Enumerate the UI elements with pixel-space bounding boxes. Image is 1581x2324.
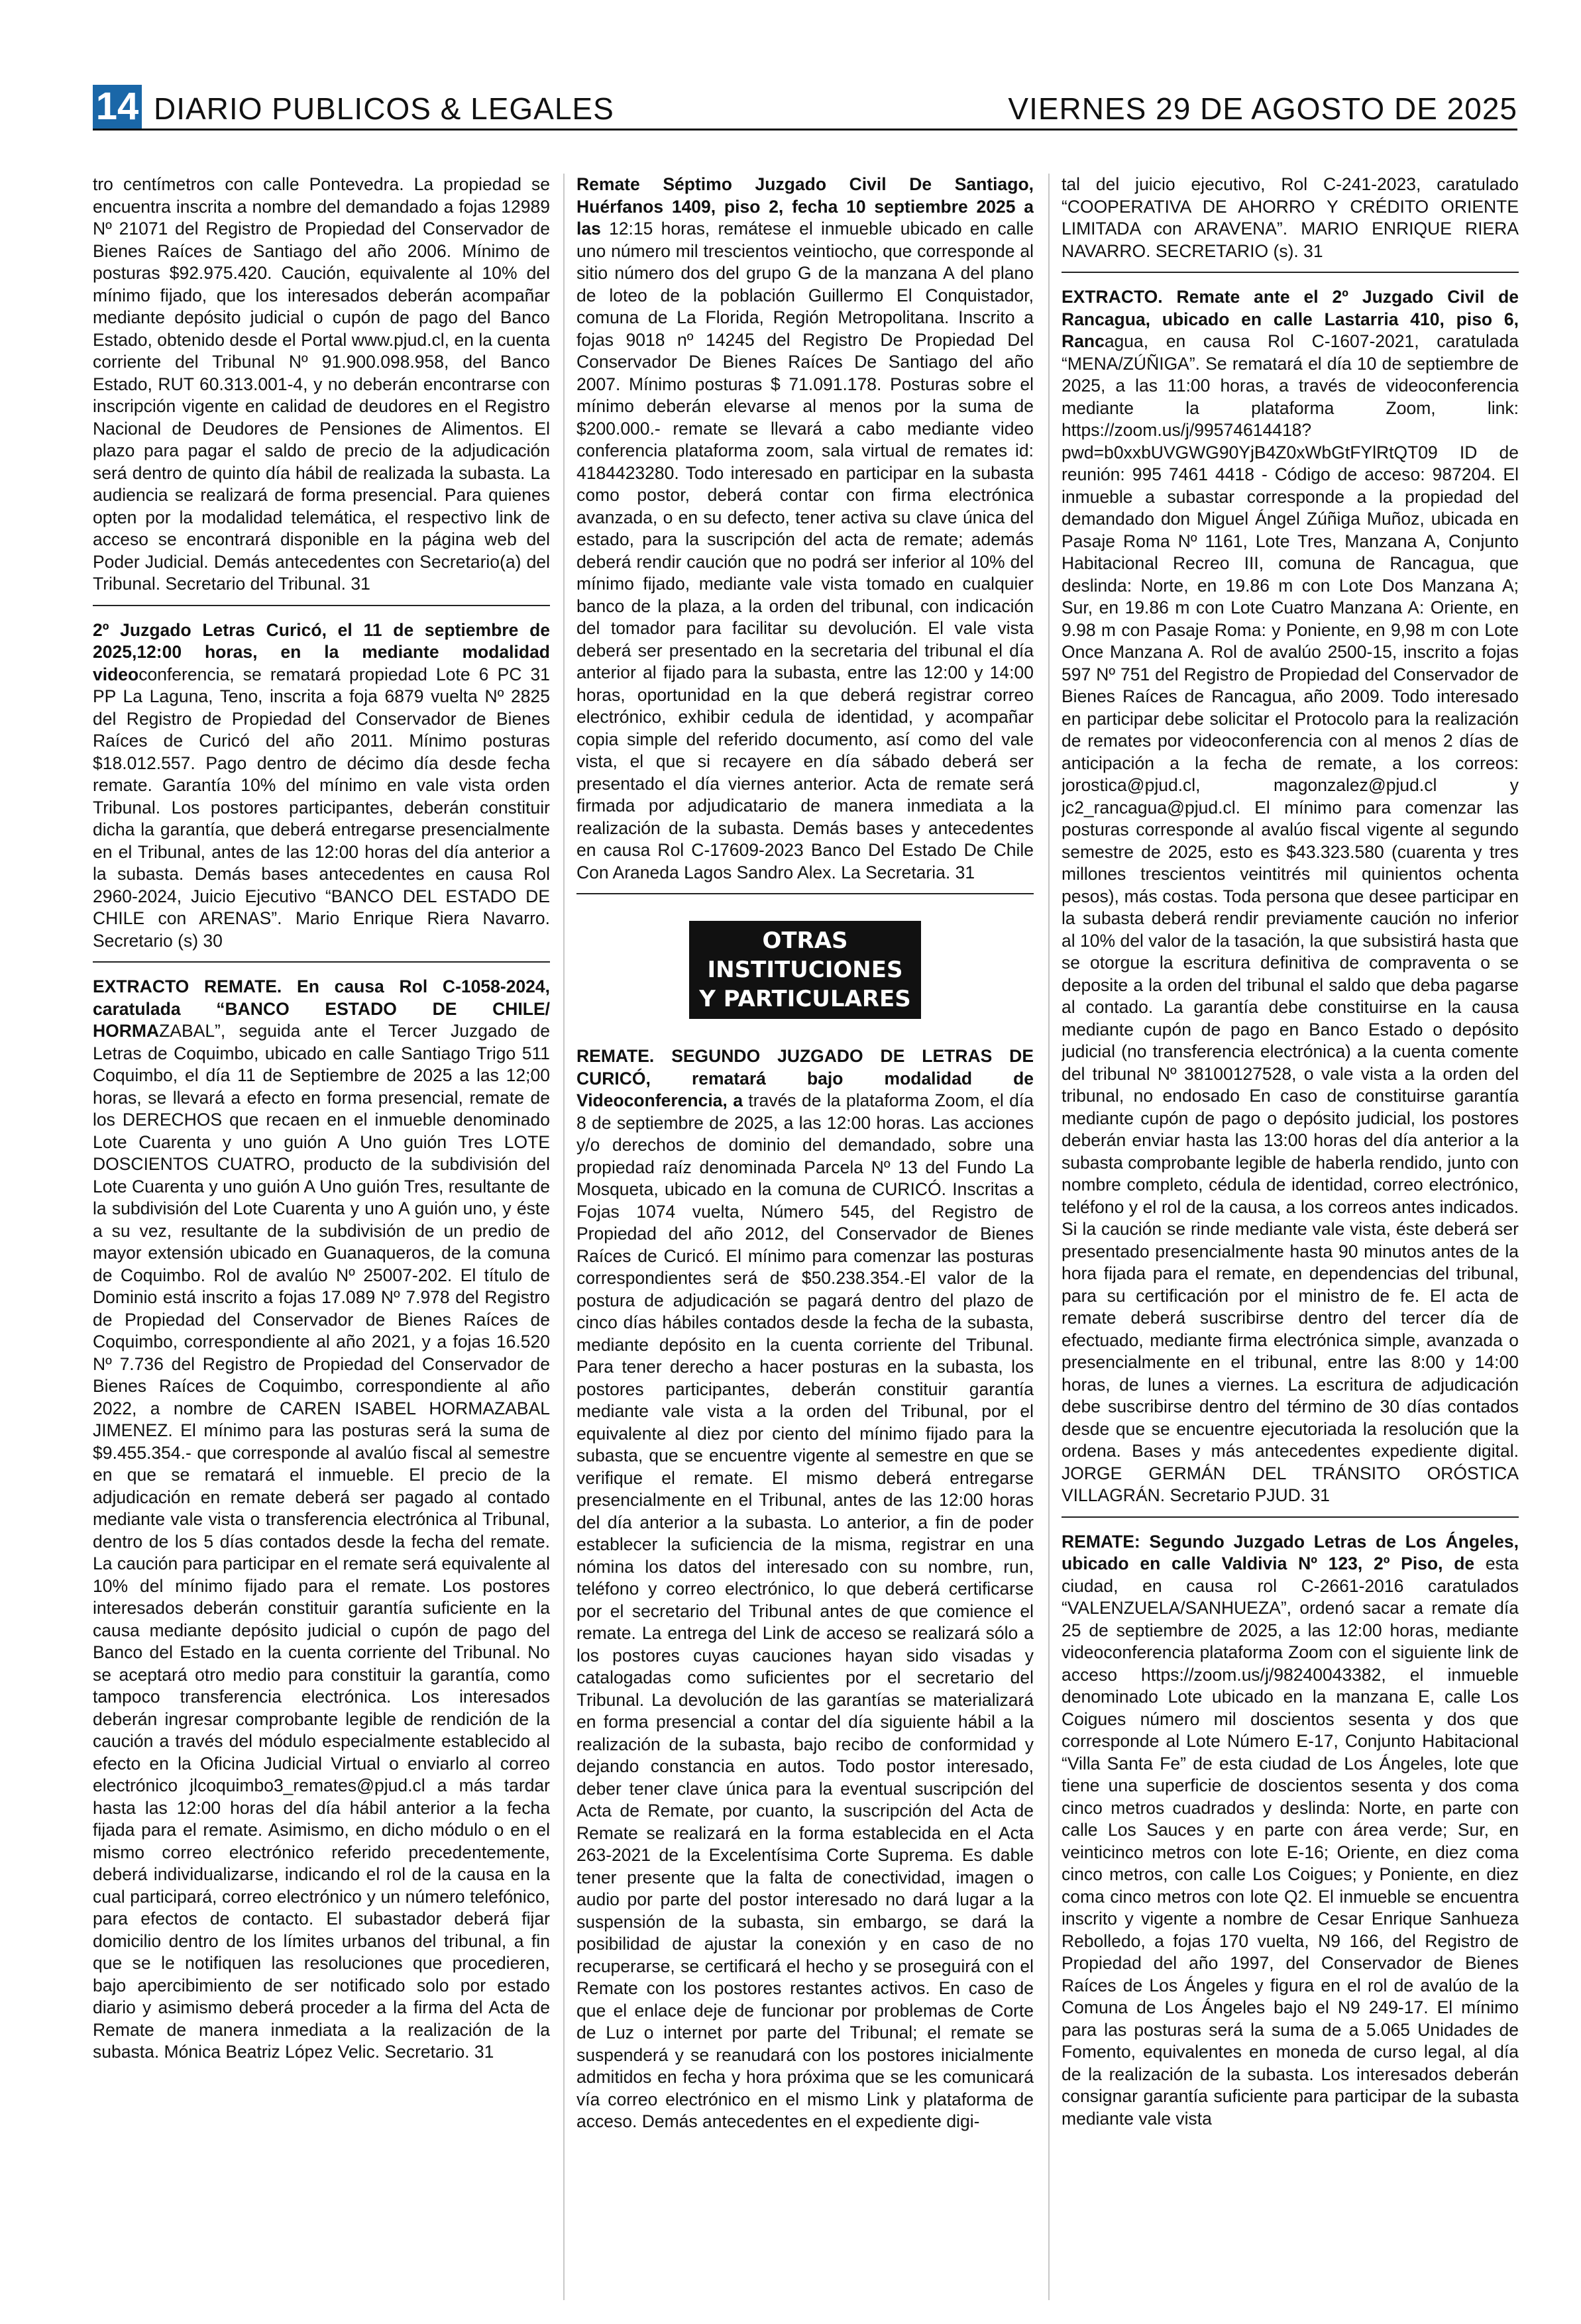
notice-text: esta ciudad, en causa rol C-2661-2016 caratulados “VALENZUELA/SANHUEZA”, ordenó sacar a remate día 25 de septiembre de 2025, a las 12:00 horas, mediante videoconferencia plataforma Zoom con el siguiente link de acceso https://zoom.us/j/98240043382, el inmueble denominado Lote ubicado en la manzana E, calle Los Coigues número mil doscientos sesenta y dos que corresponde al Lote Número E-17, Conjunto Habitacional “Villa Santa Fe” de esta ciudad de Los Ángeles, lote que tiene una superficie de doscientos sesenta y dos coma cinco metros cuadrados y deslinda: Norte, en parte con calle Los Sauces y en parte con área verde; Sur, en veinticinco metros con lote E-16; Oriente, en diez coma cinco metros, con calle Los Coigues; y Poniente, en diez coma cinco metros con lote Q2. El inmueble se encuentra inscrito y vigente a nombre de Cesar Enrique Sanhueza Rebolledo, a fojas 170 vuelta, N9 166, del Registro de Propiedad del año 1997, del Conservador de Bienes Raíces de Los Ángeles y figura en el rol de avalúo de la Comuna de Los Ángeles bajo el N9 249-17. El mínimo para las posturas será la suma de a 5.065 Unidades de Fomento, equivalentes en moneda de curso legal, al día de la realización de la subasta. Los interesados deberán consignar garantía suficiente para participar de la subasta mediante vale vista (1062, 1554, 1519, 2129)
column-1 (93, 174, 550, 2300)
column-2 (576, 174, 1034, 2300)
notice-body (93, 619, 550, 953)
notice-text: 12:15 horas, remátese el inmueble ubicado en calle uno número mil trescientos veintiocho, que corresponde al sitio número dos del grupo G de la manzana A del plano de loteo de la población Guillermo El Conquistador, comuna de La Florida, Región Metropolitana. Inscrito a fojas 9018 nº 14245 del Registro De Propiedad Del Conservador De Bienes Raíces De Santiago del año 2007. Mínimo posturas $ 71.091.178. Posturas sobre el mínimo deberán elevarse al menos por la suma de $200.000.- remate se llevará a cabo mediante video conferencia plataforma zoom, sala virtual de remates id: 4184423280. Todo interesado en participar en la subasta como postor, deberá contar con firma electrónica avanzada, o en su defecto, tener activa su clave única del estado, para la suscripción del acta de remate; además deberá rendir caución que no podrá ser inferior al 10% del mínimo fijado, mediante vale vista tomado en cualquier banco de la plaza, a la orden del tribunal, con indicación del tomador para facilitar su devolución. El vale vista deberá ser presentado en la secretaria del tribunal el día anterior al fijado para la subasta, entre las 12:00 y 14:00 horas, oportunidad en la que deberá registrar correo electrónico, exhibir cedula de identidad, y acompañar copia simple del referido documento, así como del vale vista, el que si recayere en día sábado deberá ser presentado el día viernes anterior. Acta de remate será firmada por adjudicatario de manera inmediata a la realización de la subasta. Demás bases y antecedentes en causa Rol C-17609-2023 Banco Del Estado De Chile Con Araneda Lagos Sandro Alex. La Secretaria. 31 (576, 219, 1034, 882)
notice-heading: REMATE: Segundo Juzgado Letras de Los Ángeles, ubicado en calle Valdivia Nº 123, 2º Piso, de (1062, 1531, 1519, 1573)
newspaper-name: DIARIO PUBLICOS & LEGALES (154, 91, 614, 126)
notice-body (576, 1045, 1034, 2133)
notice-heading: REMATE. SEGUNDO JUZGADO DE LETRAS DE CURICÓ, rematará bajo modalidad de Videoconferencia, a (576, 1046, 1034, 1110)
notice-body (1062, 286, 1519, 1507)
legal-notice (93, 174, 550, 606)
legal-notice (93, 619, 550, 963)
page-number: 14 (93, 85, 142, 129)
notice-heading: EXTRACTO REMATE. En causa Rol C-1058-2024, caratulada “BANCO ESTADO DE CHILE/ HORMA (93, 977, 550, 1041)
page-header (93, 81, 1517, 131)
notice-text: través de la plataforma Zoom, el día 8 de septiembre de 2025, a las 12:00 horas. Las acciones y/o derechos de dominio del demandado, sobre una propiedad raíz denominada Parcela Nº 13 del Fundo La Mosqueta, ubicado en la comuna de CURICÓ. Inscritas a Fojas 1074 vuelta, Número 545, del Registro de Propiedad del año 2012, del Conservador de Bienes Raíces de Curicó. El mínimo para comenzar las posturas correspondientes será de $50.238.354.-El valor de la postura de adjudicación se pagará dentro del plazo de cinco días hábiles contados desde la fecha de la subasta, mediante depósito en la cuenta corriente del Tribunal. Para tener derecho a hacer posturas en la subasta, los postores participantes, deberán constituir garantía mediante vale vista a la orden del Tribunal, por el equivalente al diez por ciento del mínimo fijado para la subasta, que se encuentre vigente al semestre en que se verifique el remate. El mismo deberá entregarse presencialmente en el Tribunal, antes de las 12:00 horas del día anterior a la subasta. Lo anterior, a fin de poder establecer la suficiencia de la misma, registrar en una nómina los datos del interesado con su nombre, run, teléfono y correo electrónico, lo que deberá certificarse por el secretario del Tribunal antes de que comience el remate. La entrega del Link de acceso se realizará sólo a los postores cuyas cauciones hayan sido visadas y catalogadas como suficientes por el secretario del Tribunal. La devolución de las garantías se materializará en forma presencial a contar del día siguiente hábil a la realización de la subasta, bajo recibo de conformidad y dejando constancia en autos. Todo postor interesado, deber tener clave única para la eventual suscripción del Acta de Remate, por cuanto, la suscripción del Acta de Remate se realizará en la forma establecida en el Acta 263-2021 de la Excelentísima Corte Suprema. Es dable tener presente que la falta de conectividad, imagen o audio por parte del postor interesado no dará lugar a la suspensión de la subasta, sin embargo, se dará la posibilidad de ajustar la conexión y en caso de no recuperarse, se certificará el hecho y se proseguirá con el Remate con los postores restantes activos. En caso de que el enlace deje de funcionar por problemas de Corte de Luz o internet por parte del Tribunal; el remate se suspenderá y se reanudará con los postores inicialmente admitidos en fecha y hora próxima que se les comunicará vía correo electrónico en el mismo Link y plataforma de acceso. Demás antecedentes en el expediente digi- (576, 1090, 1034, 2131)
notice-heading: 2º Juzgado Letras Curicó, el 11 de septiembre de 2025,12:00 horas, en la mediante modalidad video (93, 619, 550, 684)
section-banner (689, 921, 921, 1019)
legal-notice (576, 1045, 1034, 2142)
notice-heading: Remate Séptimo Juzgado Civil De Santiago, Huérfanos 1409, piso 2, fecha 10 septiembre 2025 a las (576, 174, 1034, 238)
notice-text: tro centímetros con calle Pontevedra. La propiedad se encuentra inscrita a nombre del demandado a fojas 12989 Nº 21071 del Registro de Propiedad del Conservador de Bienes Raíces de Santiago del año 2006. Mínimo de posturas $92.975.420. Caución, equivalente al 10% del mínimo fijado, que los interesados deberán acompañar mediante depósito judicial o cupón de pago del Banco Estado, obtenido desde el Portal www.pjud.cl, en la cuenta corriente del Tribunal Nº 91.900.098.958, del Banco Estado, RUT 60.313.001-4, y no deberán encontrarse con inscripción vigente en calidad de deudores en el Registro Nacional de Deudores de Pensiones de Alimentos. El plazo para pagar el saldo de precio de la adjudicación será dentro de quinto día hábil de realizada la subasta. La audiencia se realizará de forma presencial. Para quienes opten por la modalidad telemática, el respectivo link de acceso se encontrará disponible en la página web del Poder Judicial. Demás antecedentes con Secretario(a) del Tribunal. Secretario del Tribunal. 31 (93, 174, 550, 594)
notice-text: agua, en causa Rol C-1607-2021, caratulada “MENA/ZÚÑIGA”. Se rematará el día 10 de septiembre de 2025, a las 11:00 horas, a través de videoconferencia mediante la plataforma Zoom, link: https://zoom.us/j/99574614418?pwd=b0xxbUVGWG90YjB4Z0xWbGtFYlRtQT09 ID de reunión: 995 7461 4418 - Código de acceso: 987204. El inmueble a subastar corresponde a la propiedad del demandado don Miguel Ángel Zúñiga Muñoz, ubicada en Pasaje Roma Nº 1161, Lote Tres, Manzana A, Conjunto Habitacional Recreo III, comuna de Rancagua, que deslinda: Norte, en 19.86 m con Lote Dos Manzana A; Sur, en 19.86 m con Lote Cuatro Manzana A: Oriente, en 9.98 m con Pasaje Roma: y Poniente, en 9,98 m con Lote Once Manzana A. Rol de avalúo 2500-15, inscrito a fojas 597 Nº 751 del Registro de Propiedad del Conservador de Bienes Raíces de Rancagua, año 2009. Todo interesado en participar debe solicitar el Protocolo para la realización de remates por videoconferencia con al menos 2 días de anticipación a la fecha de remate, a los correos: jorostica@pjud.cl, magonzalez@pjud.cl y jc2_rancagua@pjud.cl. El mínimo para comenzar las posturas corresponde al avalúo fiscal vigente al segundo semestre de 2025, esto es $43.323.580 (cuarenta y tres millones trescientos veintitrés mil quinientos ochenta pesos), más costas. Toda persona que desee participar en la subasta deberá rendir previamente caución no inferior al 10% del valor de la tasación, la que subsistirá hasta que se otorgue la escritura definitiva de compraventa o se deposite a la orden del tribunal el saldo que deba pagarse al contado. La garantía debe constituirse en la causa mediante cupón de pago en Banco Estado o depósito judicial (no transferencia electrónica) a la cuenta comente del tribunal Nº 38100127528, o vale vista a la orden del tribunal, no endosado En caso de constituirse garantía mediante cupón de pago o depósito judicial, los postores deberán enviar hasta las 13:00 horas del día anterior a la subasta comprobante legible de haberla rendido, junto con nombre completo, cédula de identidad, correo electrónico, teléfono y el rol de la causa, a los correos antes indicados. Si la caución se rinde mediante vale vista, éste deberá ser presentado presencialmente hasta 90 minutos antes de la hora fijada para el remate, en dependencias del tribunal, para su certificación por el ministro de fe. El acta de remate deberá suscribirse dentro del tercer día de efectuado, mediante firma electrónica simple, avanzada o presencialmente en el tribunal, entre las 8:00 y 14:00 horas, de lunes a viernes. La escritura de adjudicación debe suscribirse dentro del término de 30 días contados desde que se encuentre ejecutoriada la resolución que la ordena. Bases y más antecedentes expediente digital. JORGE GERMÁN DEL TRÁNSITO ORÓSTICA VILLAGRÁN. Secretario PJUD. 31 (1062, 331, 1519, 1505)
issue-date: VIERNES 29 DE AGOSTO DE 2025 (1008, 91, 1517, 126)
notice-body (1062, 174, 1519, 262)
section-banner-line1: OTRAS INSTITUCIONES (707, 927, 903, 983)
legal-notice (576, 174, 1034, 894)
section-banner-line2: Y PARTICULARES (699, 986, 911, 1012)
column-3 (1062, 174, 1519, 2300)
notice-body (93, 174, 550, 596)
legal-notice (93, 976, 550, 2073)
column-divider (1048, 174, 1050, 2300)
legal-notice (1062, 174, 1519, 273)
notice-text: conferencia, se rematará propiedad Lote 6 PC 31 PP La Laguna, Teno, inscrita a foja 6879 vuelta Nº 2825 del Registro de Propiedad del Conservador de Bienes Raíces de Curicó del año 2011. Mínimo posturas $18.012.557. Pago dentro de décimo día desde fecha remate. Garantía 10% del mínimo en vale vista orden Tribunal. Los postores participantes, deberán constituir dicha la garantía, que deberá entregarse presencialmente en el Tribunal, antes de las 12:00 horas del día anterior a la subasta. Demás bases antecedentes en causa Rol 2960-2024, Juicio Ejecutivo “BANCO DEL ESTADO DE CHILE con ARENAS”. Mario Enrique Riera Navarro. Secretario (s) 30 (93, 664, 550, 951)
legal-notice (1062, 286, 1519, 1518)
notice-body (576, 174, 1034, 884)
notice-body (1062, 1531, 1519, 2131)
column-divider (563, 174, 565, 2300)
notice-text: tal del juicio ejecutivo, Rol C-241-2023, caratulado “COOPERATIVA DE AHORRO Y CRÉDITO ORIENTE LIMITADA con ARAVENA”. MARIO ENRIQUE RIERA NAVARRO. SECRETARIO (s). 31 (1062, 174, 1519, 261)
notice-text: ZABAL”, seguida ante el Tercer Juzgado de Letras de Coquimbo, ubicado en calle Santiago Trigo 511 Coquimbo, el día 11 de Septiembre de 2025 a las 12;00 horas, se llevará a efecto en forma presencial, remate de los DERECHOS que recaen en el inmueble denominado Lote Cuarenta y uno guión A Uno guión Tres LOTE DOSCIENTOS CUATRO, producto de la subdivisión del Lote Cuarenta y uno guión A Uno guión Tres, resultante de la subdivisión del Lote Cuarenta y uno A guión uno, y éste a su vez, resultante de la subdivisión de un predio de mayor extensión ubicado en Guanaqueros, de la comuna de Coquimbo. Rol de avalúo Nº 25007-202. El título de Dominio está inscrito a fojas 17.089 Nº 7.978 del Registro de Propiedad del Conservador de Bienes Raíces de Coquimbo, correspondiente al año 2021, y a fojas 16.520 Nº 7.736 del Registro de Propiedad del Conservador de Bienes Raíces de Coquimbo, correspondiente al año 2022, a nombre de CAREN ISABEL HORMAZABAL JIMENEZ. El mínimo para las posturas será la suma de $9.455.354.- que corresponde al avalúo fiscal al semestre en que se rematará el inmueble. El precio de la adjudicación en remate deberá ser pagado al contado mediante vale vista o transferencia electrónica al Tribunal, dentro de los 5 días contados desde la fecha del remate. La caución para participar en el remate será equivalente al 10% del mínimo fijado para el remate. Los postores interesados deberán constituir garantía suficiente en la causa mediante depósito judicial o cupón de pago del Banco del Estado en la cuenta corriente del Tribunal. No se aceptará otro medio para constituir la garantía, como tampoco transferencia electrónica. Los interesados deberán ingresar comprobante legible de rendición de la caución a través del módulo especialmente establecido al efecto en la Oficina Judicial Virtual o enviarlo al correo electrónico jlcoquimbo3_remates@pjud.cl a más tardar hasta las 12:00 horas del día hábil anterior a la fecha fijada para el remate. Asimismo, en dicho módulo o en el mismo correo electrónico referido precedentemente, deberá individualizarse, indicando el rol de la causa en la cual participará, correo electrónico y un número telefónico, para efectos de contacto. El subastador deberá fijar domicilio dentro de los límites urbanos del tribunal, a fin que se le notifiquen las resoluciones que procedieren, bajo apercibimiento de ser notificado solo por estado diario y asimismo deberá proceder a la firma del Acta de Remate de manera inmediata a la realización de la subasta. Mónica Beatriz López Velic. Secretario. 31 (93, 1021, 550, 2062)
notice-heading: EXTRACTO. Remate ante el 2º Juzgado Civil de Rancagua, ubicado en calle Lastarria 410, piso 6, Ranc (1062, 287, 1519, 351)
notice-body (93, 976, 550, 2064)
legal-notice (1062, 1531, 1519, 2140)
